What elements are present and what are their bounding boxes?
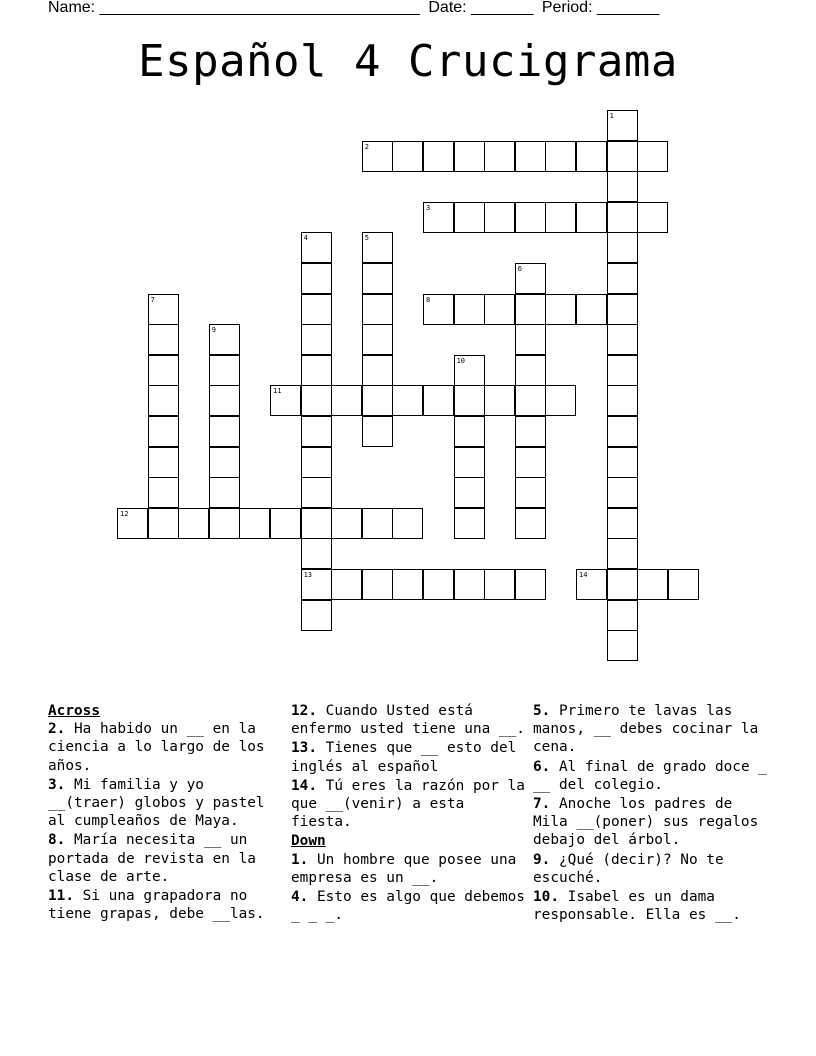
grid-cell[interactable] xyxy=(331,569,362,600)
grid-cell[interactable] xyxy=(607,630,638,661)
grid-cell[interactable] xyxy=(454,447,485,478)
grid-cell[interactable] xyxy=(637,141,668,172)
grid-cell[interactable] xyxy=(484,294,515,325)
grid-cell[interactable] xyxy=(515,294,546,325)
grid-cell[interactable] xyxy=(270,508,301,539)
grid-cell[interactable] xyxy=(454,416,485,447)
grid-cell[interactable] xyxy=(607,447,638,478)
clue-across-12 xyxy=(291,702,527,738)
grid-cell[interactable] xyxy=(515,324,546,355)
clue-down-5 xyxy=(533,702,773,757)
grid-cell[interactable] xyxy=(148,447,179,478)
grid-cell[interactable] xyxy=(515,263,546,294)
cell-number: 12 xyxy=(120,509,129,518)
grid-cell[interactable] xyxy=(607,232,638,263)
clue-down-7 xyxy=(533,795,773,850)
clue-text: ¿Qué (decir)? No te escuché. xyxy=(533,851,724,886)
clue-number: 12. xyxy=(291,703,317,719)
grid-cell[interactable] xyxy=(301,355,332,386)
clue-number: 11. xyxy=(48,888,74,905)
grid-cell[interactable] xyxy=(607,538,638,569)
grid-cell[interactable] xyxy=(362,569,393,600)
grid-cell[interactable] xyxy=(362,294,393,325)
grid-cell[interactable] xyxy=(148,416,179,447)
clue-number: 13. xyxy=(291,740,317,757)
clue-text: Si una grapadora no tiene grapas, debe __las. xyxy=(48,888,265,923)
clue-across-2 xyxy=(48,720,288,775)
cell-number: 2 xyxy=(364,142,370,151)
grid-cell[interactable] xyxy=(607,110,638,141)
grid-cell[interactable] xyxy=(454,355,485,386)
clue-number: 5. xyxy=(533,703,551,719)
grid-cell[interactable] xyxy=(178,508,209,539)
grid-cell[interactable] xyxy=(454,141,485,172)
cell-number: 13 xyxy=(303,571,313,579)
clue-number: 2. xyxy=(48,721,66,738)
grid-cell[interactable] xyxy=(454,202,485,233)
grid-cell[interactable] xyxy=(515,508,546,539)
cell-number: 9 xyxy=(211,326,217,335)
grid-cell[interactable] xyxy=(209,477,240,508)
grid-cell[interactable] xyxy=(301,324,332,355)
date-field[interactable]: Date: _______ xyxy=(428,0,534,16)
cell-number: 6 xyxy=(517,265,523,273)
grid-cell[interactable] xyxy=(515,141,546,172)
grid-cell[interactable] xyxy=(484,202,515,233)
grid-cell[interactable] xyxy=(148,324,179,355)
grid-cell[interactable] xyxy=(148,508,179,539)
grid-cell[interactable] xyxy=(148,294,179,325)
cell-number: 11 xyxy=(273,387,282,396)
grid-cell[interactable] xyxy=(209,385,240,416)
grid-cell[interactable] xyxy=(362,355,393,386)
cell-number: 7 xyxy=(150,295,155,304)
grid-cell[interactable] xyxy=(607,294,638,325)
grid-cell[interactable] xyxy=(209,324,240,355)
grid-cell[interactable] xyxy=(668,569,699,600)
grid-cell[interactable] xyxy=(607,477,638,508)
across-heading: Across xyxy=(48,703,100,719)
grid-cell[interactable] xyxy=(423,385,454,416)
grid-cell[interactable] xyxy=(637,569,668,600)
grid-cell[interactable] xyxy=(239,508,270,539)
grid-cell[interactable] xyxy=(362,416,393,447)
grid-cell[interactable] xyxy=(423,569,454,600)
grid-cell[interactable] xyxy=(454,477,485,508)
cell-number: 3 xyxy=(426,203,431,212)
grid-cell[interactable] xyxy=(576,202,607,233)
grid-cell[interactable] xyxy=(515,569,546,600)
grid-cell[interactable] xyxy=(515,355,546,386)
clue-across-3 xyxy=(48,776,288,831)
grid-cell[interactable] xyxy=(301,232,332,263)
period-field[interactable]: Period: _______ xyxy=(541,0,660,16)
grid-cell[interactable] xyxy=(515,477,546,508)
name-field[interactable]: Name: ____________________________________ xyxy=(48,0,420,16)
clues-column-1 xyxy=(48,702,288,924)
grid-cell[interactable] xyxy=(637,202,668,233)
clue-text: María necesita __ un portada de revista en la clase de arte. xyxy=(48,832,256,885)
grid-cell[interactable] xyxy=(362,324,393,355)
grid-cell[interactable] xyxy=(423,202,454,233)
grid-cell[interactable] xyxy=(331,508,362,539)
grid-cell[interactable] xyxy=(301,263,332,294)
grid-cell[interactable] xyxy=(148,355,179,386)
grid-cell[interactable] xyxy=(392,569,423,600)
grid-cell[interactable] xyxy=(148,477,179,508)
grid-cell[interactable] xyxy=(607,569,638,600)
down-heading: Down xyxy=(291,833,326,850)
grid-cell[interactable] xyxy=(607,508,638,539)
grid-cell[interactable] xyxy=(576,141,607,172)
clue-text: Primero te lavas las manos, __ debes cocinar la cena. xyxy=(533,703,759,756)
clue-down-1 xyxy=(291,851,527,887)
grid-cell[interactable] xyxy=(607,600,638,631)
clue-number: 4. xyxy=(291,889,309,906)
cell-number: 1 xyxy=(609,112,614,120)
grid-cell[interactable] xyxy=(270,385,301,416)
clues-column-2 xyxy=(291,702,527,925)
grid-cell[interactable] xyxy=(484,385,515,416)
clue-number: 8. xyxy=(48,832,66,849)
clue-text: Isabel es un dama responsable. Ella es __. xyxy=(533,889,741,924)
grid-cell[interactable] xyxy=(545,202,576,233)
grid-cell[interactable] xyxy=(607,385,638,416)
cell-number: 4 xyxy=(303,234,308,243)
grid-cell[interactable] xyxy=(607,171,638,202)
grid-cell[interactable] xyxy=(545,385,576,416)
grid-cell[interactable] xyxy=(515,385,546,416)
clue-text: Cuando Usted está enfermo usted tiene una __. xyxy=(291,703,525,738)
clue-down-9 xyxy=(533,851,773,887)
grid-cell[interactable] xyxy=(607,355,638,386)
grid-cell[interactable] xyxy=(362,508,393,539)
cell-number: 8 xyxy=(426,295,431,304)
grid-cell[interactable] xyxy=(362,385,393,416)
grid-cell[interactable] xyxy=(392,385,423,416)
page-title: Español 4 Crucigrama xyxy=(138,36,678,87)
clues-column-3 xyxy=(533,702,773,925)
clue-text: Esto es algo que debemos _ _ _. xyxy=(291,889,525,924)
grid-cell[interactable] xyxy=(607,324,638,355)
grid-cell[interactable] xyxy=(545,294,576,325)
grid-cell[interactable] xyxy=(301,447,332,478)
grid-cell[interactable] xyxy=(209,416,240,447)
grid-cell[interactable] xyxy=(607,202,638,233)
grid-cell[interactable] xyxy=(209,447,240,478)
clue-across-8 xyxy=(48,831,288,886)
grid-cell[interactable] xyxy=(362,141,393,172)
clue-across-13 xyxy=(291,739,527,775)
grid-cell[interactable] xyxy=(423,141,454,172)
grid-cell[interactable] xyxy=(362,232,393,263)
grid-cell[interactable] xyxy=(607,263,638,294)
grid-cell[interactable] xyxy=(515,416,546,447)
grid-cell[interactable] xyxy=(301,385,332,416)
clue-down-4 xyxy=(291,888,527,924)
grid-cell[interactable] xyxy=(331,385,362,416)
grid-cell[interactable] xyxy=(301,477,332,508)
grid-cell[interactable] xyxy=(301,600,332,631)
grid-cell[interactable] xyxy=(148,385,179,416)
grid-cell[interactable] xyxy=(454,294,485,325)
clue-number: 6. xyxy=(533,758,551,775)
clue-across-11 xyxy=(48,887,288,923)
clue-text: Anoche los padres de Mila __(poner) sus regalos debajo del árbol. xyxy=(533,796,759,849)
grid-cell[interactable] xyxy=(454,385,485,416)
grid-cell[interactable] xyxy=(117,508,148,539)
clue-text: Tú eres la razón por la que __(venir) a esta fiesta. xyxy=(291,777,525,831)
grid-cell[interactable] xyxy=(392,508,423,539)
grid-cell[interactable] xyxy=(301,508,332,539)
clue-number: 1. xyxy=(291,851,309,868)
grid-cell[interactable] xyxy=(301,538,332,569)
clue-across-14 xyxy=(291,777,527,832)
grid-cell[interactable] xyxy=(545,141,576,172)
clue-number: 3. xyxy=(48,776,66,793)
clue-number: 10. xyxy=(533,889,559,906)
clue-number: 7. xyxy=(533,796,551,813)
grid-cell[interactable] xyxy=(301,294,332,325)
grid-cell[interactable] xyxy=(423,294,454,325)
clue-down-10 xyxy=(533,888,773,924)
grid-cell[interactable] xyxy=(515,202,546,233)
grid-cell[interactable] xyxy=(454,569,485,600)
clue-text: Mi familia y yo __(traer) globos y pastel al cumpleaños de Maya. xyxy=(48,776,265,830)
clue-text: Un hombre que posee una empresa es un __. xyxy=(291,851,517,886)
grid-cell[interactable] xyxy=(301,416,332,447)
clue-text: Tienes que __ esto del inglés al español xyxy=(291,740,517,775)
clue-text: Al final de grado doce _ __ del colegio. xyxy=(533,758,767,793)
grid-cell[interactable] xyxy=(209,355,240,386)
clue-text: Ha habido un __ en la ciencia a lo largo de los años. xyxy=(48,721,265,774)
grid-cell[interactable] xyxy=(484,141,515,172)
grid-cell[interactable] xyxy=(607,416,638,447)
grid-cell[interactable] xyxy=(576,569,607,600)
cell-number: 14 xyxy=(579,571,588,579)
grid-cell[interactable] xyxy=(515,447,546,478)
cell-number: 10 xyxy=(456,356,466,365)
clue-down-6 xyxy=(533,758,773,794)
grid-cell[interactable] xyxy=(362,263,393,294)
grid-cell[interactable] xyxy=(301,569,332,600)
grid-cell[interactable] xyxy=(484,569,515,600)
cell-number: 5 xyxy=(364,234,370,243)
clue-number: 9. xyxy=(533,851,551,868)
grid-cell[interactable] xyxy=(209,508,240,539)
grid-cell[interactable] xyxy=(454,508,485,539)
grid-cell[interactable] xyxy=(607,141,638,172)
grid-cell[interactable] xyxy=(576,294,607,325)
grid-cell[interactable] xyxy=(392,141,423,172)
clue-number: 14. xyxy=(291,777,317,794)
